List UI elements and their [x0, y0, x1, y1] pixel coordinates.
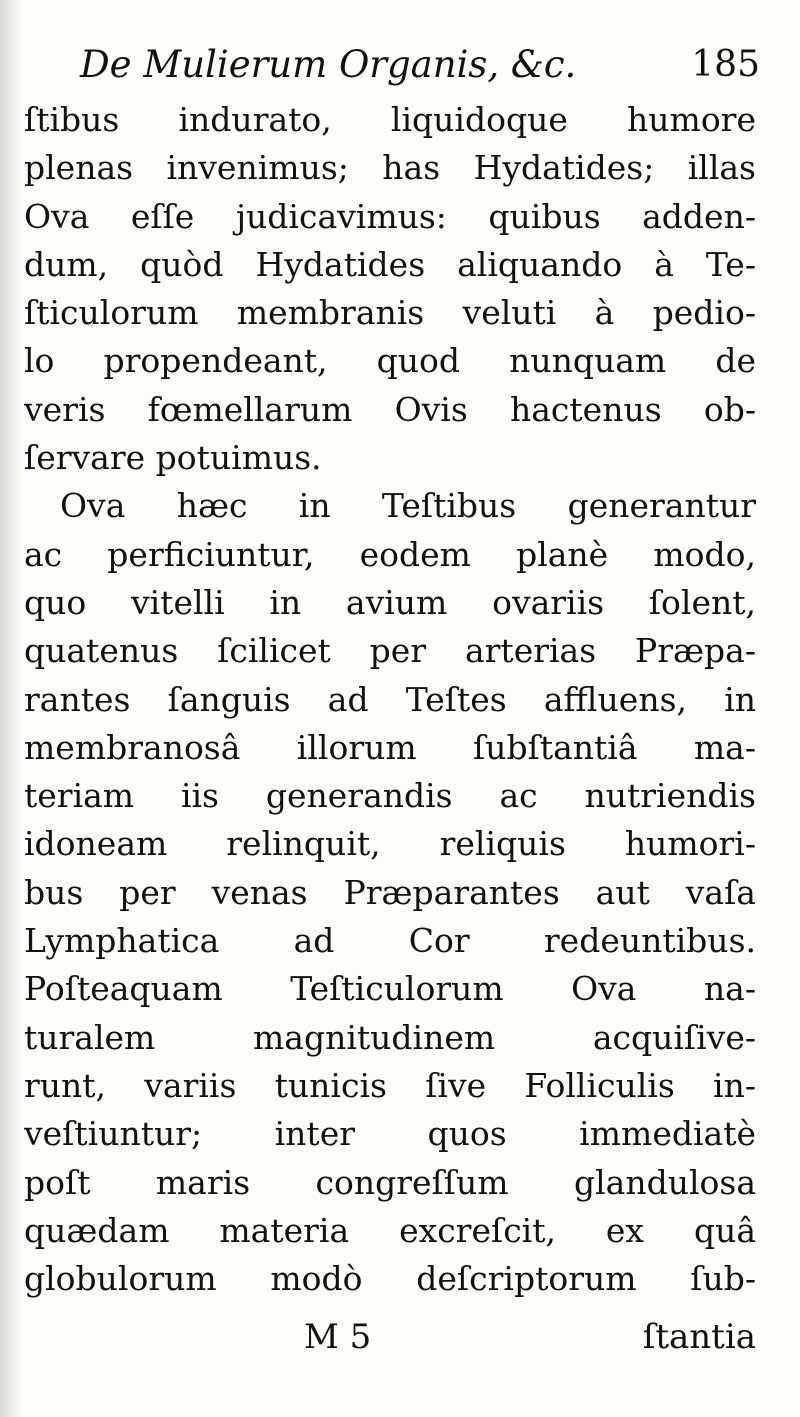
page-number: 185 — [691, 44, 760, 85]
text-line: Ova eſſe judicavimus: quibus adden- — [24, 196, 756, 236]
text-line: veris fœmellarum Ovis hactenus ob- — [24, 389, 756, 429]
text-line: ac perficiuntur, eodem planè modo, — [24, 534, 756, 574]
text-line: poſt maris congreſſum glandulosa — [24, 1162, 756, 1202]
text-line: Ova hæc in Teſtibus generantur — [60, 486, 756, 526]
text-line: rantes ſanguis ad Teſtes affluens, in — [24, 679, 756, 719]
text-line: membranosâ illorum ſubſtantiâ ma- — [24, 727, 756, 767]
text-line: ſervare potuimus. — [24, 438, 322, 478]
text-line: Lymphatica ad Cor redeuntibus. — [24, 921, 756, 961]
text-line: globulorum modò deſcriptorum ſub- — [24, 1259, 756, 1299]
text-line: bus per venas Præparantes aut vaſa — [24, 872, 756, 912]
text-line: lo propendeant, quod nunquam de — [24, 341, 756, 381]
text-line: turalem magnitudinem acquiſive- — [24, 1017, 756, 1057]
text-line: plenas invenimus; has Hydatides; illas — [24, 148, 756, 188]
text-line: teriam iis generandis ac nutriendis — [24, 776, 756, 816]
text-line: dum, quòd Hydatides aliquando à Te- — [24, 244, 756, 284]
text-line: quædam materia excreſcit, ex quâ — [24, 1210, 756, 1250]
running-title: De Mulierum Organis, &c. — [80, 43, 577, 86]
page-gutter — [0, 0, 22, 1417]
signature-mark: M 5 — [304, 1317, 372, 1357]
text-line: ſtibus indurato, liquidoque humore — [24, 100, 756, 139]
page-header — [80, 40, 760, 90]
text-line: runt, variis tunicis ſive Folliculis in- — [24, 1065, 756, 1105]
text-block — [24, 96, 756, 1303]
text-line: veſtiuntur; inter quos immediatè — [24, 1114, 756, 1154]
catchword: ſtantia — [642, 1317, 756, 1357]
text-line: quo vitelli in avium ovariis ſolent, — [24, 582, 756, 622]
text-line: quatenus ſcilicet per arterias Præpa- — [24, 631, 756, 671]
text-line: Poſteaquam Teſticulorum Ova na- — [24, 969, 756, 1009]
text-line: ſticulorum membranis veluti à pedio- — [24, 293, 756, 333]
page-footer — [24, 1312, 756, 1362]
text-line: idoneam relinquit, reliquis humori- — [24, 824, 756, 864]
